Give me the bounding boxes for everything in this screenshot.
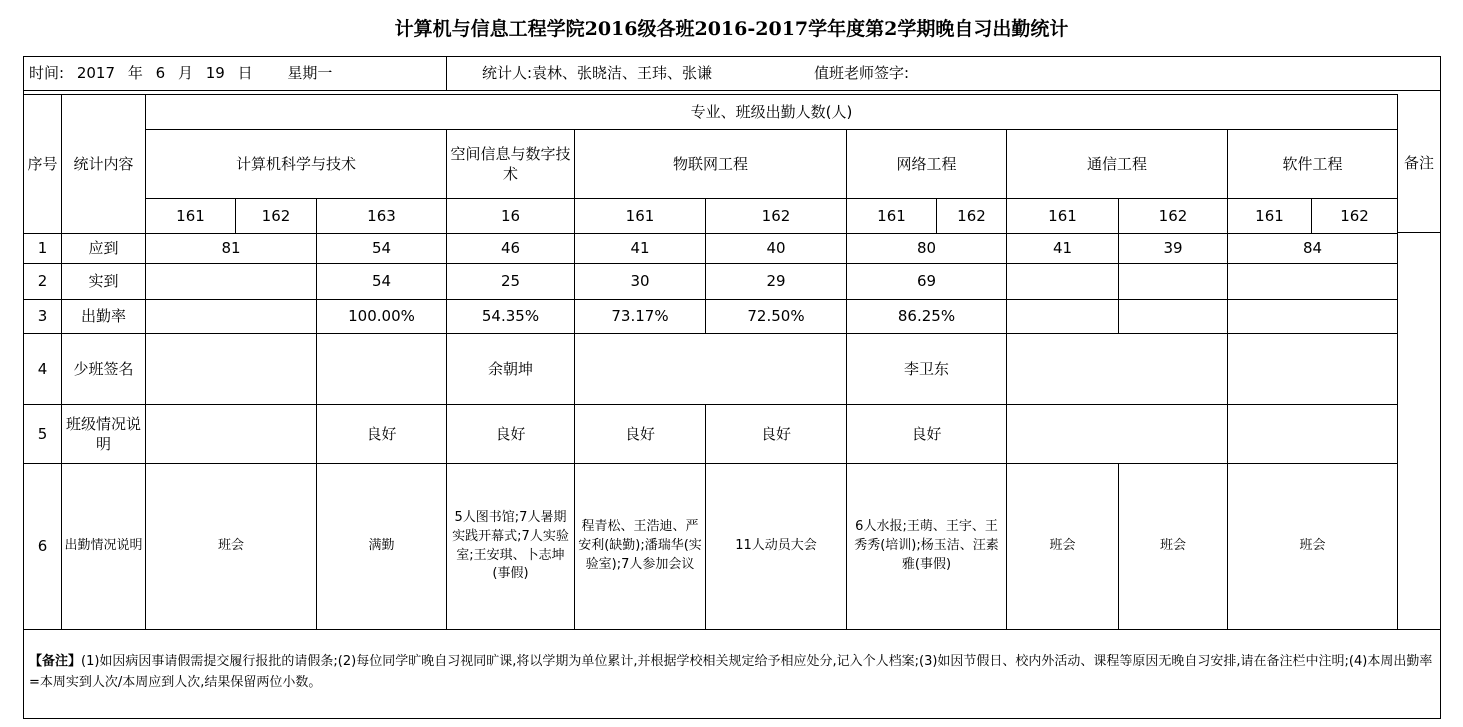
day-unit: 日 [237,64,253,82]
row-label: 班级情况说明 [62,405,146,464]
notes-box [23,629,1441,719]
cell-comm-162: 39 [1119,234,1228,264]
year-unit: 年 [127,64,143,82]
cell-iot-161: 程青松、王浩迪、严安利(缺勤);潘瑞华(实验室);7人参加会议 [575,464,706,630]
class-header: 162 [1119,199,1228,234]
cell-software [1228,334,1398,405]
cell-cs-163 [317,334,447,405]
row-label: 出勤率 [62,300,146,334]
notes-text: (1)如因病因事请假需提交履行报批的请假条;(2)每位同学旷晚自习视同旷课,将以学期为单位累计,并根据学校相关规定给予相应处分,记入个人档案;(3)如因节假日、校内外活动、课程等原因无晚自习安排,请在备注栏中注明;(4)本周出勤率=本周实到人次/本周应到人次,结果保留两位小数。 [29,654,1433,690]
row-status [24,405,1398,464]
cell-sidt-16: 54.35% [447,300,575,334]
row-no: 4 [24,334,62,405]
cell-iot-161: 41 [575,234,706,264]
class-header: 161 [1007,199,1119,234]
class-header: 162 [706,199,847,234]
header-group: 专业、班级出勤人数(人) [146,95,1398,130]
cell-iot-161: 73.17% [575,300,706,334]
class-header: 161 [146,199,236,234]
cell-iot-162: 29 [706,264,847,300]
cell-comm-162 [1119,300,1228,334]
cell-cs-163: 54 [317,264,447,300]
cell-iot-161: 30 [575,264,706,300]
month-unit: 月 [177,64,193,82]
cell-network: 良好 [847,405,1007,464]
cell-software [1228,405,1398,464]
cell-sidt-16: 5人图书馆;7人暑期实践开幕式;7人实验室;王安琪、卜志坤(事假) [447,464,575,630]
class-header: 162 [937,199,1007,234]
date-cell [23,56,447,90]
attendance-table [23,94,1398,630]
cell-cs-161-162 [146,264,317,300]
cell-iot-162: 72.50% [706,300,847,334]
time-label: 时间: [29,64,65,82]
page-title: 计算机与信息工程学院2016级各班2016-2017学年度第2学期晚自习出勤统计 [394,18,1069,40]
cell-cs-163: 良好 [317,405,447,464]
cell-iot-161: 良好 [575,405,706,464]
cell-iot-162: 11人动员大会 [706,464,847,630]
major-software: 软件工程 [1228,130,1398,199]
cell-comm-161 [1007,264,1119,300]
cell-comm-161: 班会 [1007,464,1119,630]
cell-comm-162: 班会 [1119,464,1228,630]
cell-network: 69 [847,264,1007,300]
major-iot: 物联网工程 [575,130,847,199]
cell-comm [1007,405,1228,464]
row-no: 1 [24,234,62,264]
cell-software [1228,300,1398,334]
row-label: 应到 [62,234,146,264]
header-no: 序号 [24,95,62,234]
cell-cs-161-162 [146,405,317,464]
cell-cs-161-162: 班会 [146,464,317,630]
class-header: 161 [575,199,706,234]
class-header: 161 [1228,199,1312,234]
cell-cs-161-162: 81 [146,234,317,264]
row-sign [24,334,1398,405]
row-no: 2 [24,264,62,300]
cell-cs-161-162 [146,334,317,405]
cell-comm [1007,334,1228,405]
row-expected [24,234,1398,264]
row-no: 6 [24,464,62,630]
year-value: 2017 [76,64,116,82]
header-row-classes [24,199,1398,234]
row-details [24,464,1398,630]
header-row-group [24,95,1398,130]
major-sidt: 空间信息与数字技术 [447,130,575,199]
notes-label: 【备注】 [29,654,82,669]
cell-network: 6人水报;王萌、王宇、王秀秀(培训);杨玉洁、汪素雅(事假) [847,464,1007,630]
cell-comm-161 [1007,300,1119,334]
class-header: 16 [447,199,575,234]
header-row-majors [24,130,1398,199]
row-no: 5 [24,405,62,464]
info-row [23,56,1441,91]
row-rate [24,300,1398,334]
cell-network: 80 [847,234,1007,264]
cell-network: 李卫东 [847,334,1007,405]
row-label: 出勤情况说明 [62,464,146,630]
cell-iot [575,334,847,405]
cell-iot-162: 40 [706,234,847,264]
major-comm: 通信工程 [1007,130,1228,199]
row-label: 少班签名 [62,334,146,405]
cell-software: 班会 [1228,464,1398,630]
class-header: 162 [1312,199,1398,234]
cell-software [1228,264,1398,300]
cell-network: 86.25% [847,300,1007,334]
header-remarks: 备注 [1397,94,1441,233]
header-content: 统计内容 [62,95,146,234]
cell-cs-163: 100.00% [317,300,447,334]
cell-iot-162: 良好 [706,405,847,464]
major-network: 网络工程 [847,130,1007,199]
row-label: 实到 [62,264,146,300]
cell-sidt-16: 良好 [447,405,575,464]
major-cs: 计算机科学与技术 [146,130,447,199]
cell-cs-163: 54 [317,234,447,264]
cell-sidt-16: 余朝坤 [447,334,575,405]
class-header: 161 [847,199,937,234]
cell-comm-161: 41 [1007,234,1119,264]
day-value: 19 [205,64,225,82]
cell-sidt-16: 46 [447,234,575,264]
class-header: 162 [236,199,317,234]
month-value: 6 [155,64,166,82]
row-no: 3 [24,300,62,334]
class-header: 163 [317,199,447,234]
row-actual [24,264,1398,300]
cell-software: 84 [1228,234,1398,264]
cell-cs-163: 满勤 [317,464,447,630]
weekday: 星期一 [287,64,333,82]
cell-comm-162 [1119,264,1228,300]
cell-sidt-16: 25 [447,264,575,300]
counters-text: 统计人:袁林、张晓洁、王玮、张谦 [482,64,713,82]
teacher-signature-label: 值班老师签字: [814,64,910,82]
cell-cs-161-162 [146,300,317,334]
